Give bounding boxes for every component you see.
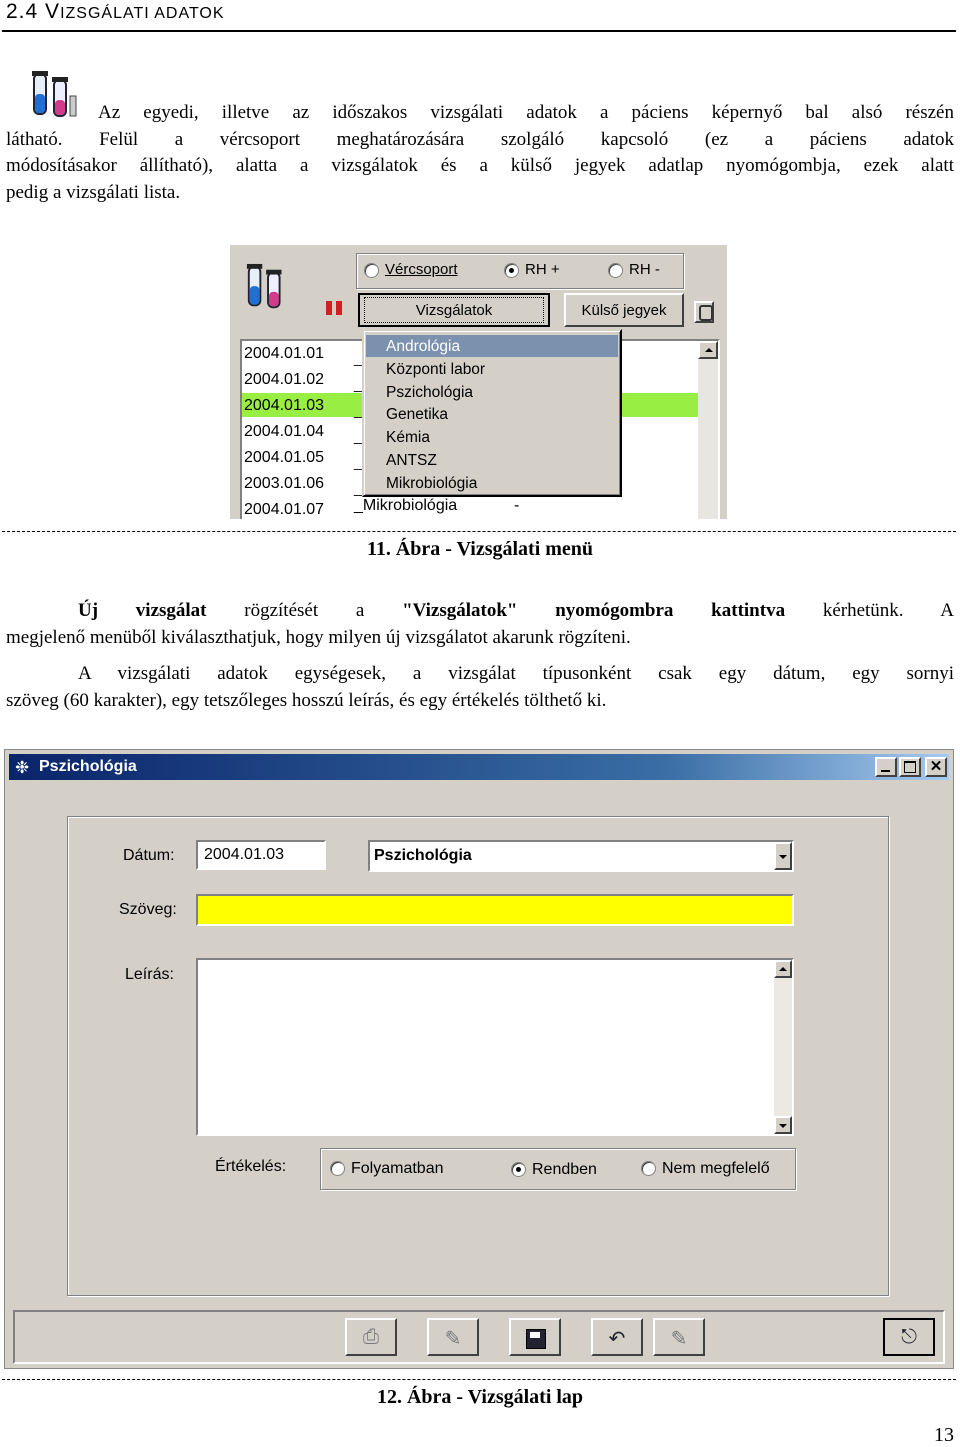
list-item-date[interactable]: 2004.01.07 [244,501,325,518]
external-features-button[interactable] [564,293,684,327]
bold-term: "Vizsgálatok" nyomógombra kattintva [402,600,786,621]
text-label: Szöveg: [119,901,177,918]
scroll-up-icon[interactable] [698,341,718,359]
type-column-underscores: _ _ _ _ _ _ [354,350,362,496]
scroll-up-icon[interactable] [774,960,792,978]
last-row-type: _Mikrobiológia [354,497,458,514]
evaluation-label: Értékelés: [215,1158,287,1175]
radio-in-progress[interactable] [330,1160,444,1178]
list-item-date[interactable]: 2003.01.06 [244,475,325,492]
bottom-toolbar [13,1310,945,1364]
delete-button[interactable] [653,1318,705,1356]
external-button-label: Külső jegyek [581,302,667,319]
radio-icon [330,1161,345,1176]
list-item-date[interactable]: 2004.01.02 [244,371,325,388]
exam-type-select[interactable] [368,840,794,872]
edit-icon: ✎ [444,1328,462,1350]
info-icon[interactable] [694,301,714,323]
radio-label: Nem megfelelő [662,1160,770,1177]
menu-item-andrology[interactable]: Andrológia [386,338,461,355]
undo-icon: ↶ [608,1328,626,1350]
radio-selected-icon [511,1162,526,1177]
menu-items [386,336,485,496]
exit-button[interactable] [883,1318,935,1356]
print-button[interactable] [345,1318,397,1356]
test-tubes-icon [244,263,294,313]
list-item-date[interactable]: 2004.01.01 [244,345,325,362]
section-number: 2.4 [6,0,39,23]
menu-item-psychology[interactable]: Pszichológia [386,383,474,401]
exam-type-menu [362,329,622,497]
exit-door-icon: ⎋ [901,1326,917,1348]
minimize-icon[interactable] [875,757,897,777]
figure-12-caption: 12. Ábra - Vizsgálati lap [376,1386,584,1408]
date-label: Dátum: [123,847,175,864]
exam-sheet-window [4,749,954,1369]
menu-item-central-lab[interactable]: Központi labor [386,360,486,378]
intro-line: módosításakor állítható), alatta a vizsgálatok és a külső jegyek adatlap nyomógombja, ezek alatt [6,155,954,176]
maximize-icon[interactable] [899,757,921,777]
radio-icon [608,263,623,278]
radio-blood-group[interactable] [364,261,458,278]
date-value: 2004.01.03 [204,846,285,863]
exam-type-value: Pszichológia [374,847,472,864]
save-button[interactable] [509,1318,561,1356]
description-textarea[interactable] [196,958,794,1136]
radio-label: Folyamatban [351,1160,444,1177]
date-field[interactable] [196,840,326,870]
scroll-down-icon[interactable] [774,1116,792,1134]
snowflake-icon: ❉ [15,758,30,777]
page-number: 13 [934,1424,954,1446]
textarea-scrollbar[interactable] [774,960,792,1134]
body-paragraph-2 [6,661,954,714]
menu-item-antsz[interactable]: ANTSZ [386,451,437,469]
radio-rh-minus[interactable] [608,261,660,278]
window-title: Pszichológia [39,758,137,775]
text-run: rögzítését a [206,600,403,621]
floppy-icon [526,1329,546,1349]
intro-paragraph [6,100,954,206]
body-line: szöveg (60 karakter), egy tetszőleges hosszú leírás, és egy értékelés tölthető ki. [6,689,607,711]
radio-selected-icon [504,263,519,278]
figure-11-caption: 11. Ábra - Vizsgálati menü [366,538,594,560]
description-label: Leírás: [125,966,174,983]
body-line: megjelenő menüből kiválaszthatjuk, hogy milyen új vizsgálatot akarunk rögzíteni. [6,626,631,648]
text-field[interactable] [196,894,794,926]
radio-ok[interactable] [511,1161,597,1179]
title-bar [9,754,949,780]
intro-line: pedig a vizsgálati lista. [6,181,181,203]
intro-line: Az egyedi, illetve az időszakos vizsgálati adatok a páciens képernyő bal alsó részén [98,102,954,123]
date-column [244,341,324,519]
radio-label: Vércsoport [385,261,458,278]
exam-menu-figure [230,245,727,519]
radio-label: RH + [525,261,560,278]
radio-label: Rendben [532,1161,597,1178]
menu-item-microbiology[interactable]: Mikrobiológia [386,474,478,492]
radio-rh-plus[interactable] [504,261,560,278]
figure-separator [2,1379,956,1380]
list-item-date[interactable]: 2004.01.05 [244,449,325,466]
figure-separator [2,531,956,532]
list-item-date[interactable]: 2004.01.04 [244,423,325,440]
radio-icon [641,1161,656,1176]
text-run: kérhetünk. A [785,600,954,621]
menu-item-genetics[interactable]: Genetika [386,406,449,424]
bold-term: Új vizsgálat [78,600,207,621]
intro-line: látható. Felül a vércsoport meghatározására szolgáló kapcsoló (ez a páciens adatok [6,128,954,150]
heading-rest: IZSGÁLATI ADATOK [60,5,225,22]
chevron-down-icon[interactable] [774,842,792,870]
heading-first-letter: V [45,0,61,23]
exams-button-label: Vizsgálatok [415,302,493,319]
close-icon[interactable]: ✕ [925,757,947,777]
delete-icon: ✎ [670,1328,688,1350]
red-marker-icon [336,301,342,315]
edit-button[interactable] [427,1318,479,1356]
printer-icon: ⎙ [363,1326,379,1348]
list-item-value: - [514,497,520,514]
radio-not-ok[interactable] [641,1160,770,1178]
heading-rule [2,30,956,32]
exams-button[interactable] [358,293,550,327]
menu-item-chemistry[interactable]: Kémia [386,429,430,447]
list-item-date[interactable]: 2004.01.03 [244,397,325,414]
section-heading [6,0,225,24]
radio-icon [364,263,379,278]
undo-button[interactable] [591,1318,643,1356]
list-item-type: Mikrobiológia [362,497,458,514]
body-paragraph-1 [6,598,954,651]
red-marker-icon [326,301,332,315]
list-scrollbar[interactable] [698,341,718,519]
radio-label: RH - [629,261,660,278]
body-line: A vizsgálati adatok egységesek, a vizsgálat típusonként csak egy dátum, egy sornyi [78,663,954,684]
